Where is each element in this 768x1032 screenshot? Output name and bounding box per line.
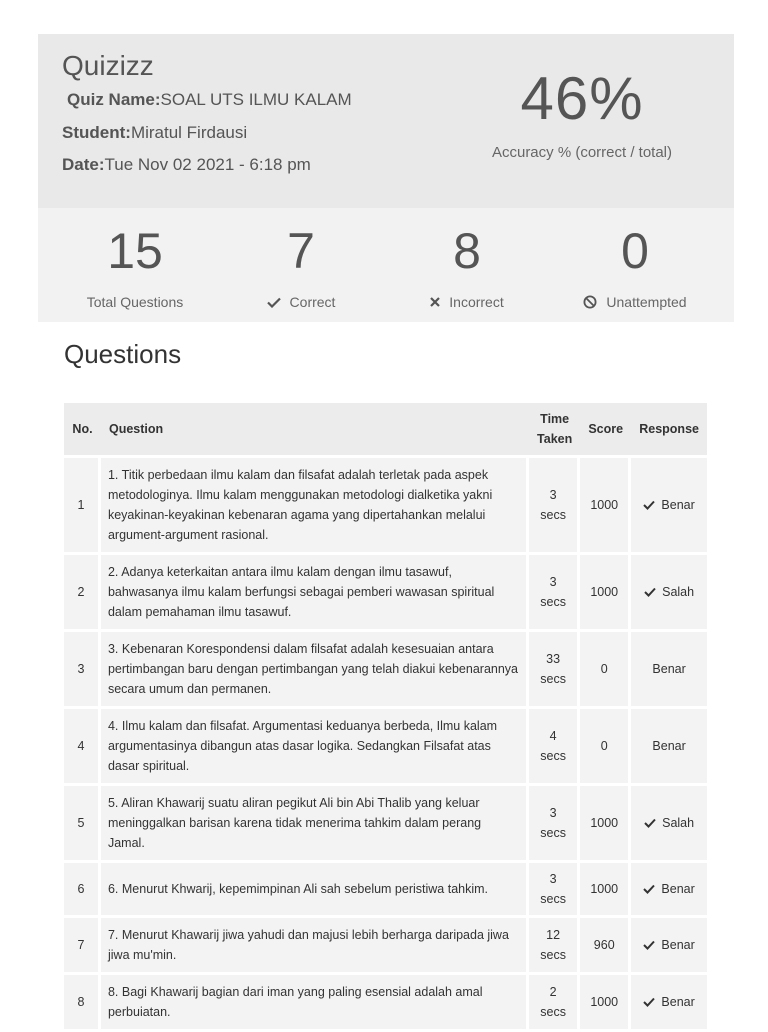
row-time: 3 secs [529,458,580,552]
row-question: 4. Ilmu kalam dan filsafat. Argumentasi keduanya berbeda, Ilmu kalam argumentasinya dibangun atas dasar logika. Sedangkan Filsafat atas dasar spiritual. [101,709,529,783]
date-label: Date: [62,155,105,174]
table-row [64,786,707,860]
stat-correct-label: Correct [289,294,336,310]
row-question: 7. Menurut Khawarij jiwa yahudi dan majusi lebih berharga daripada jiwa jiwa mu'min. [101,918,529,972]
row-number: 6 [64,863,101,915]
row-number: 3 [64,632,101,706]
check-icon [643,500,655,510]
row-response [631,918,707,972]
row-score: 960 [580,918,631,972]
check-icon [643,884,655,894]
row-response-text: Salah [662,584,695,599]
accuracy-value: 46% [520,65,644,132]
blocked-icon [583,295,597,309]
brand-title: Quizizz [62,50,154,81]
row-question: 1. Titik perbedaan ilmu kalam dan filsafat adalah terletak pada aspek metodologinya. Ilmu kalam menggunakan metodologi dialketika yakni keyakinan-keyakinan kebenaran agama yang dipertahankan melalui argument-argument rasional. [101,458,529,552]
row-score: 1000 [580,458,631,552]
stat-unattempted-value: 0 [621,223,649,279]
row-time: 12 secs [529,918,580,972]
stat-incorrect [382,222,552,310]
row-response-text: Benar [661,994,695,1009]
row-response-text: Salah [662,815,695,830]
student-value: Miratul Firdausi [130,123,248,142]
row-response-text: Benar [652,662,686,676]
stat-total-label: Total Questions [86,294,184,310]
accuracy-label: Accuracy % (correct / total) [491,144,673,161]
row-response [631,786,707,860]
table-row [64,975,707,1029]
row-question: 3. Kebenaran Korespondensi dalam filsafat adalah kesesuaian antara pertimbangan baru dengan pertimbangan yang telah diakui kebenarannya secara umum dan permanen. [101,632,529,706]
row-response [631,458,707,552]
row-number: 7 [64,918,101,972]
row-response [631,863,707,915]
row-score: 1000 [580,863,631,915]
row-response [631,632,707,706]
row-time: 2 secs [529,975,580,1029]
table-header-row [64,403,707,455]
student-line [62,123,247,143]
header-no: No. [64,403,101,455]
row-response-text: Benar [652,739,686,753]
row-question: 8. Bagi Khawarij bagian dari iman yang paling esensial adalah amal perbuiatan. [101,975,529,1029]
row-response-text: Benar [661,937,695,952]
check-icon [643,940,655,950]
row-time: 3 secs [529,786,580,860]
check-icon [644,587,656,597]
header-time: Time Taken [529,403,580,455]
questions-table [64,400,707,1032]
table-row [64,863,707,915]
row-time: 3 secs [529,555,580,629]
row-score: 0 [580,632,631,706]
row-response [631,709,707,783]
row-question: 5. Aliran Khawarij suatu aliran pegikut Ali bin Abi Thalib yang keluar meninggalkan barisan karena tidak menerima tahkim dalam perang Jamal. [101,786,529,860]
report-header [38,34,734,208]
row-question: 2. Adanya keterkaitan antara ilmu kalam dengan ilmu tasawuf, bahwasanya ilmu kalam berfungsi sebagai pemberi wawasan spiritual dalam pemahaman ilmu tasawuf. [101,555,529,629]
stat-total-value: 15 [107,223,163,279]
row-score: 1000 [580,975,631,1029]
header-question: Question [101,403,529,455]
row-score: 1000 [580,555,631,629]
row-time: 3 secs [529,863,580,915]
row-number: 4 [64,709,101,783]
table-row [64,458,707,552]
row-response [631,555,707,629]
row-number: 8 [64,975,101,1029]
table-row [64,555,707,629]
row-score: 1000 [580,786,631,860]
stat-unattempted-label: Unattempted [606,294,687,310]
quiz-name-line [67,90,352,110]
table-row [64,632,707,706]
stats-bar [38,208,734,322]
row-response-text: Benar [661,497,695,512]
date-line [62,155,311,175]
stat-incorrect-value: 8 [453,223,481,279]
row-time: 33 secs [529,632,580,706]
row-score: 0 [580,709,631,783]
check-icon [643,997,655,1007]
table-row [64,709,707,783]
row-response [631,975,707,1029]
row-time: 4 secs [529,709,580,783]
table-row [64,918,707,972]
cross-icon [430,297,440,307]
row-response-text: Benar [661,881,695,896]
header-response: Response [631,403,707,455]
header-score: Score [580,403,631,455]
quiz-name-value: SOAL UTS ILMU KALAM [160,90,352,109]
row-number: 2 [64,555,101,629]
questions-title: Questions [64,339,182,369]
quiz-name-label: Quiz Name: [67,90,161,109]
stat-correct [216,222,386,310]
stat-total [50,222,220,310]
student-label: Student: [62,123,131,142]
row-number: 1 [64,458,101,552]
date-value: Tue Nov 02 2021 - 6:18 pm [104,155,311,174]
stat-incorrect-label: Incorrect [449,294,504,310]
stat-correct-value: 7 [287,223,315,279]
row-question: 6. Menurut Khwarij, kepemimpinan Ali sah sebelum peristiwa tahkim. [101,863,529,915]
row-number: 5 [64,786,101,860]
stat-unattempted [550,222,720,310]
check-icon [644,818,656,828]
check-icon [267,297,281,308]
